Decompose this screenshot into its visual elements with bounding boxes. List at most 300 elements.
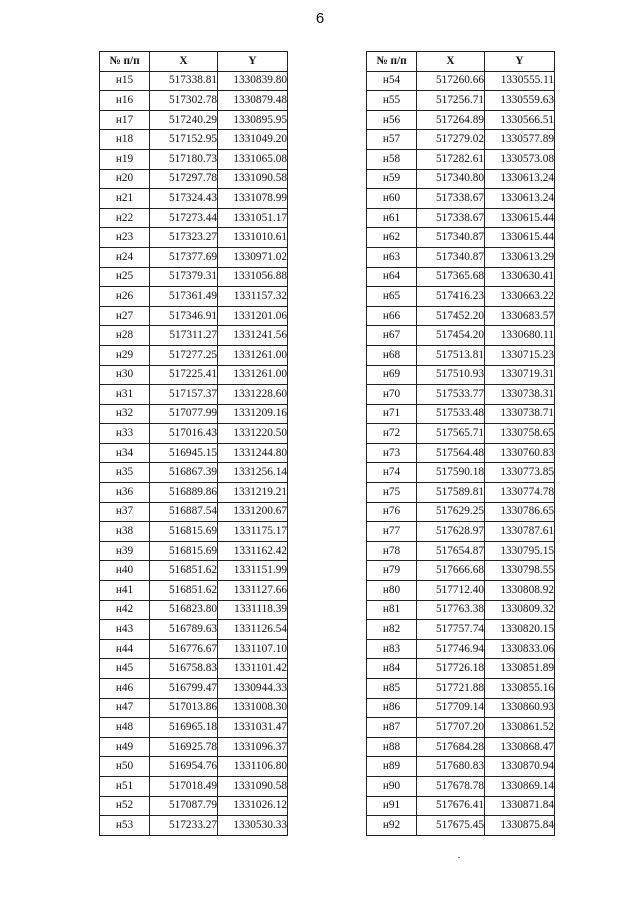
y-coordinate-cell: 1330683.57 bbox=[485, 306, 555, 326]
x-coordinate-cell: 517338.67 bbox=[417, 208, 485, 228]
table-row bbox=[100, 228, 288, 248]
y-coordinate-cell: 1330573.08 bbox=[485, 149, 555, 169]
y-coordinate-cell: 1330577.89 bbox=[485, 130, 555, 150]
table-row bbox=[367, 443, 555, 463]
point-number-cell: н32 bbox=[100, 404, 150, 424]
y-coordinate-cell: 1330839.80 bbox=[218, 71, 288, 91]
point-number-cell: н89 bbox=[367, 757, 417, 777]
point-number-cell: н23 bbox=[100, 228, 150, 248]
y-coordinate-cell: 1331118.39 bbox=[218, 600, 288, 620]
y-coordinate-cell: 1330879.48 bbox=[218, 91, 288, 111]
y-coordinate-cell: 1331049.20 bbox=[218, 130, 288, 150]
table-row bbox=[367, 816, 555, 836]
point-number-cell: н61 bbox=[367, 208, 417, 228]
x-coordinate-cell: 517564.48 bbox=[417, 443, 485, 463]
table-row bbox=[367, 561, 555, 581]
y-coordinate-cell: 1330738.31 bbox=[485, 385, 555, 405]
table-row bbox=[100, 502, 288, 522]
y-coordinate-cell: 1331201.06 bbox=[218, 306, 288, 326]
x-coordinate-cell: 516789.63 bbox=[150, 620, 218, 640]
point-number-cell: н72 bbox=[367, 424, 417, 444]
table-body bbox=[100, 71, 288, 835]
table-row bbox=[100, 365, 288, 385]
point-number-cell: н34 bbox=[100, 443, 150, 463]
y-coordinate-cell: 1330787.61 bbox=[485, 522, 555, 542]
table-row bbox=[367, 776, 555, 796]
point-number-cell: н36 bbox=[100, 483, 150, 503]
x-coordinate-cell: 517302.78 bbox=[150, 91, 218, 111]
x-coordinate-cell: 516945.15 bbox=[150, 443, 218, 463]
x-coordinate-cell: 517746.94 bbox=[417, 639, 485, 659]
y-coordinate-cell: 1331090.58 bbox=[218, 169, 288, 189]
x-coordinate-cell: 517676.41 bbox=[417, 796, 485, 816]
x-coordinate-cell: 517323.27 bbox=[150, 228, 218, 248]
y-coordinate-cell: 1331200.67 bbox=[218, 502, 288, 522]
x-coordinate-cell: 517180.73 bbox=[150, 149, 218, 169]
scan-dot bbox=[458, 857, 460, 858]
point-number-cell: н76 bbox=[367, 502, 417, 522]
table-row bbox=[100, 110, 288, 130]
table-row bbox=[367, 91, 555, 111]
x-coordinate-cell: 517273.44 bbox=[150, 208, 218, 228]
table-row bbox=[100, 404, 288, 424]
point-number-cell: н80 bbox=[367, 581, 417, 601]
y-coordinate-cell: 1330613.24 bbox=[485, 189, 555, 209]
x-coordinate-cell: 517678.78 bbox=[417, 776, 485, 796]
point-number-cell: н51 bbox=[100, 776, 150, 796]
point-number-cell: н28 bbox=[100, 326, 150, 346]
y-coordinate-cell: 1330860.93 bbox=[485, 698, 555, 718]
x-coordinate-cell: 517240.29 bbox=[150, 110, 218, 130]
point-number-cell: н38 bbox=[100, 522, 150, 542]
y-coordinate-cell: 1330738.71 bbox=[485, 404, 555, 424]
point-number-cell: н85 bbox=[367, 679, 417, 699]
table-row bbox=[367, 541, 555, 561]
point-number-cell: н20 bbox=[100, 169, 150, 189]
y-coordinate-cell: 1330615.44 bbox=[485, 228, 555, 248]
table-row bbox=[367, 483, 555, 503]
point-number-cell: н81 bbox=[367, 600, 417, 620]
point-number-cell: н83 bbox=[367, 639, 417, 659]
point-number-cell: н73 bbox=[367, 443, 417, 463]
point-number-cell: н50 bbox=[100, 757, 150, 777]
point-number-cell: н88 bbox=[367, 737, 417, 757]
y-coordinate-cell: 1331106.80 bbox=[218, 757, 288, 777]
point-number-cell: н43 bbox=[100, 620, 150, 640]
table-row bbox=[367, 404, 555, 424]
point-number-cell: н18 bbox=[100, 130, 150, 150]
x-coordinate-cell: 517157.37 bbox=[150, 385, 218, 405]
x-coordinate-cell: 516887.54 bbox=[150, 502, 218, 522]
point-number-cell: н82 bbox=[367, 620, 417, 640]
x-coordinate-cell: 516815.69 bbox=[150, 541, 218, 561]
x-coordinate-cell: 517282.61 bbox=[417, 149, 485, 169]
x-coordinate-cell: 517589.81 bbox=[417, 483, 485, 503]
table-row bbox=[100, 737, 288, 757]
table-row bbox=[100, 483, 288, 503]
y-coordinate-cell: 1330808.92 bbox=[485, 581, 555, 601]
table-row bbox=[100, 345, 288, 365]
point-number-cell: н68 bbox=[367, 345, 417, 365]
y-coordinate-cell: 1331261.00 bbox=[218, 345, 288, 365]
y-coordinate-cell: 1331241.56 bbox=[218, 326, 288, 346]
y-coordinate-cell: 1331151.99 bbox=[218, 561, 288, 581]
point-number-cell: н26 bbox=[100, 287, 150, 307]
table-row bbox=[100, 718, 288, 738]
point-number-cell: н47 bbox=[100, 698, 150, 718]
table-row bbox=[367, 365, 555, 385]
table-body bbox=[367, 71, 555, 835]
point-number-cell: н45 bbox=[100, 659, 150, 679]
table-row bbox=[100, 247, 288, 267]
table-row bbox=[100, 581, 288, 601]
table-row bbox=[100, 522, 288, 542]
x-coordinate-cell: 517452.20 bbox=[417, 306, 485, 326]
y-coordinate-cell: 1331244.80 bbox=[218, 443, 288, 463]
table-row bbox=[100, 463, 288, 483]
y-coordinate-cell: 1330715.23 bbox=[485, 345, 555, 365]
table-row bbox=[100, 698, 288, 718]
x-coordinate-cell: 517629.25 bbox=[417, 502, 485, 522]
y-coordinate-cell: 1331051.17 bbox=[218, 208, 288, 228]
point-number-cell: н41 bbox=[100, 581, 150, 601]
y-coordinate-cell: 1330820.15 bbox=[485, 620, 555, 640]
x-coordinate-cell: 516867.39 bbox=[150, 463, 218, 483]
x-coordinate-cell: 517264.89 bbox=[417, 110, 485, 130]
table-row bbox=[100, 306, 288, 326]
point-number-cell: н92 bbox=[367, 816, 417, 836]
x-coordinate-cell: 517297.78 bbox=[150, 169, 218, 189]
y-coordinate-cell: 1330868.47 bbox=[485, 737, 555, 757]
table-row bbox=[367, 287, 555, 307]
point-number-cell: н49 bbox=[100, 737, 150, 757]
x-coordinate-cell: 517311.27 bbox=[150, 326, 218, 346]
x-coordinate-cell: 517013.86 bbox=[150, 698, 218, 718]
table-row bbox=[100, 816, 288, 836]
table-row bbox=[367, 110, 555, 130]
point-number-cell: н55 bbox=[367, 91, 417, 111]
table-row bbox=[367, 796, 555, 816]
point-number-cell: н29 bbox=[100, 345, 150, 365]
y-coordinate-cell: 1330875.84 bbox=[485, 816, 555, 836]
x-coordinate-cell: 517675.45 bbox=[417, 816, 485, 836]
y-coordinate-cell: 1331209.16 bbox=[218, 404, 288, 424]
y-coordinate-cell: 1330871.84 bbox=[485, 796, 555, 816]
table-row bbox=[367, 326, 555, 346]
table-row bbox=[367, 385, 555, 405]
x-coordinate-cell: 516776.67 bbox=[150, 639, 218, 659]
column-header-y: Y bbox=[218, 52, 288, 72]
table-row bbox=[367, 600, 555, 620]
table-row bbox=[100, 169, 288, 189]
point-number-cell: н86 bbox=[367, 698, 417, 718]
x-coordinate-cell: 516815.69 bbox=[150, 522, 218, 542]
y-coordinate-cell: 1331031.47 bbox=[218, 718, 288, 738]
table-row bbox=[100, 326, 288, 346]
x-coordinate-cell: 517763.38 bbox=[417, 600, 485, 620]
point-number-cell: н65 bbox=[367, 287, 417, 307]
table-header-row bbox=[367, 52, 555, 72]
coordinates-table-right bbox=[366, 51, 555, 836]
point-number-cell: н46 bbox=[100, 679, 150, 699]
x-coordinate-cell: 517721.88 bbox=[417, 679, 485, 699]
x-coordinate-cell: 516823.80 bbox=[150, 600, 218, 620]
table-row bbox=[367, 71, 555, 91]
point-number-cell: н58 bbox=[367, 149, 417, 169]
table-row bbox=[367, 149, 555, 169]
point-number-cell: н15 bbox=[100, 71, 150, 91]
point-number-cell: н66 bbox=[367, 306, 417, 326]
y-coordinate-cell: 1330798.55 bbox=[485, 561, 555, 581]
y-coordinate-cell: 1330566.51 bbox=[485, 110, 555, 130]
coordinates-table-left bbox=[99, 51, 288, 836]
column-header-x: X bbox=[417, 52, 485, 72]
y-coordinate-cell: 1330809.32 bbox=[485, 600, 555, 620]
x-coordinate-cell: 517225.41 bbox=[150, 365, 218, 385]
x-coordinate-cell: 517338.81 bbox=[150, 71, 218, 91]
point-number-cell: н90 bbox=[367, 776, 417, 796]
y-coordinate-cell: 1330851.89 bbox=[485, 659, 555, 679]
y-coordinate-cell: 1331228.60 bbox=[218, 385, 288, 405]
x-coordinate-cell: 516758.83 bbox=[150, 659, 218, 679]
x-coordinate-cell: 517260.66 bbox=[417, 71, 485, 91]
table-row bbox=[100, 561, 288, 581]
table-row bbox=[100, 424, 288, 444]
table-row bbox=[100, 267, 288, 287]
table-row bbox=[100, 659, 288, 679]
table-row bbox=[367, 698, 555, 718]
column-header-number: № п/п bbox=[100, 52, 150, 72]
point-number-cell: н30 bbox=[100, 365, 150, 385]
point-number-cell: н77 bbox=[367, 522, 417, 542]
table-row bbox=[367, 581, 555, 601]
x-coordinate-cell: 517666.68 bbox=[417, 561, 485, 581]
table-row bbox=[367, 463, 555, 483]
x-coordinate-cell: 517709.14 bbox=[417, 698, 485, 718]
y-coordinate-cell: 1330630.41 bbox=[485, 267, 555, 287]
table-row bbox=[367, 737, 555, 757]
point-number-cell: н31 bbox=[100, 385, 150, 405]
point-number-cell: н22 bbox=[100, 208, 150, 228]
y-coordinate-cell: 1330555.11 bbox=[485, 71, 555, 91]
x-coordinate-cell: 517684.28 bbox=[417, 737, 485, 757]
y-coordinate-cell: 1330559.63 bbox=[485, 91, 555, 111]
x-coordinate-cell: 517152.95 bbox=[150, 130, 218, 150]
point-number-cell: н17 bbox=[100, 110, 150, 130]
point-number-cell: н39 bbox=[100, 541, 150, 561]
table-row bbox=[367, 208, 555, 228]
point-number-cell: н27 bbox=[100, 306, 150, 326]
table-row bbox=[367, 424, 555, 444]
x-coordinate-cell: 517377.69 bbox=[150, 247, 218, 267]
point-number-cell: н57 bbox=[367, 130, 417, 150]
table-row bbox=[367, 345, 555, 365]
x-coordinate-cell: 516851.62 bbox=[150, 561, 218, 581]
y-coordinate-cell: 1331090.58 bbox=[218, 776, 288, 796]
column-header-y: Y bbox=[485, 52, 555, 72]
y-coordinate-cell: 1330530.33 bbox=[218, 816, 288, 836]
y-coordinate-cell: 1330786.65 bbox=[485, 502, 555, 522]
point-number-cell: н69 bbox=[367, 365, 417, 385]
point-number-cell: н67 bbox=[367, 326, 417, 346]
x-coordinate-cell: 517346.91 bbox=[150, 306, 218, 326]
y-coordinate-cell: 1331107.10 bbox=[218, 639, 288, 659]
x-coordinate-cell: 517379.31 bbox=[150, 267, 218, 287]
column-header-x: X bbox=[150, 52, 218, 72]
y-coordinate-cell: 1331026.12 bbox=[218, 796, 288, 816]
point-number-cell: н53 bbox=[100, 816, 150, 836]
page-number: 6 bbox=[315, 10, 325, 27]
point-number-cell: н71 bbox=[367, 404, 417, 424]
x-coordinate-cell: 517416.23 bbox=[417, 287, 485, 307]
x-coordinate-cell: 517340.87 bbox=[417, 228, 485, 248]
x-coordinate-cell: 517340.87 bbox=[417, 247, 485, 267]
x-coordinate-cell: 517365.68 bbox=[417, 267, 485, 287]
table-row bbox=[367, 659, 555, 679]
x-coordinate-cell: 516925.78 bbox=[150, 737, 218, 757]
x-coordinate-cell: 516889.86 bbox=[150, 483, 218, 503]
y-coordinate-cell: 1331101.42 bbox=[218, 659, 288, 679]
y-coordinate-cell: 1330855.16 bbox=[485, 679, 555, 699]
x-coordinate-cell: 517712.40 bbox=[417, 581, 485, 601]
y-coordinate-cell: 1330613.24 bbox=[485, 169, 555, 189]
x-coordinate-cell: 517565.71 bbox=[417, 424, 485, 444]
y-coordinate-cell: 1330895.95 bbox=[218, 110, 288, 130]
x-coordinate-cell: 517016.43 bbox=[150, 424, 218, 444]
table-row bbox=[367, 639, 555, 659]
x-coordinate-cell: 517757.74 bbox=[417, 620, 485, 640]
table-row bbox=[100, 189, 288, 209]
table-header-row bbox=[100, 52, 288, 72]
x-coordinate-cell: 517707.20 bbox=[417, 718, 485, 738]
table-row bbox=[100, 208, 288, 228]
point-number-cell: н59 bbox=[367, 169, 417, 189]
x-coordinate-cell: 517233.27 bbox=[150, 816, 218, 836]
x-coordinate-cell: 517654.87 bbox=[417, 541, 485, 561]
x-coordinate-cell: 517277.25 bbox=[150, 345, 218, 365]
point-number-cell: н24 bbox=[100, 247, 150, 267]
x-coordinate-cell: 517513.81 bbox=[417, 345, 485, 365]
y-coordinate-cell: 1330758.65 bbox=[485, 424, 555, 444]
point-number-cell: н44 bbox=[100, 639, 150, 659]
table-row bbox=[367, 306, 555, 326]
table-row bbox=[367, 189, 555, 209]
table-row bbox=[100, 776, 288, 796]
x-coordinate-cell: 516851.62 bbox=[150, 581, 218, 601]
y-coordinate-cell: 1331256.14 bbox=[218, 463, 288, 483]
y-coordinate-cell: 1331065.08 bbox=[218, 149, 288, 169]
point-number-cell: н40 bbox=[100, 561, 150, 581]
point-number-cell: н63 bbox=[367, 247, 417, 267]
table-row bbox=[367, 718, 555, 738]
point-number-cell: н62 bbox=[367, 228, 417, 248]
point-number-cell: н54 bbox=[367, 71, 417, 91]
point-number-cell: н91 bbox=[367, 796, 417, 816]
x-coordinate-cell: 517454.20 bbox=[417, 326, 485, 346]
table-row bbox=[100, 130, 288, 150]
y-coordinate-cell: 1331010.61 bbox=[218, 228, 288, 248]
x-coordinate-cell: 517628.97 bbox=[417, 522, 485, 542]
table-row bbox=[367, 522, 555, 542]
table-row bbox=[100, 385, 288, 405]
y-coordinate-cell: 1330773.85 bbox=[485, 463, 555, 483]
table-row bbox=[100, 600, 288, 620]
point-number-cell: н56 bbox=[367, 110, 417, 130]
point-number-cell: н52 bbox=[100, 796, 150, 816]
y-coordinate-cell: 1331078.99 bbox=[218, 189, 288, 209]
y-coordinate-cell: 1331157.32 bbox=[218, 287, 288, 307]
y-coordinate-cell: 1330869.14 bbox=[485, 776, 555, 796]
y-coordinate-cell: 1330615.44 bbox=[485, 208, 555, 228]
y-coordinate-cell: 1330719.31 bbox=[485, 365, 555, 385]
point-number-cell: н75 bbox=[367, 483, 417, 503]
table-row bbox=[100, 91, 288, 111]
y-coordinate-cell: 1330680.11 bbox=[485, 326, 555, 346]
point-number-cell: н33 bbox=[100, 424, 150, 444]
y-coordinate-cell: 1330663.22 bbox=[485, 287, 555, 307]
point-number-cell: н35 bbox=[100, 463, 150, 483]
table-row bbox=[367, 228, 555, 248]
point-number-cell: н42 bbox=[100, 600, 150, 620]
point-number-cell: н79 bbox=[367, 561, 417, 581]
table-row bbox=[367, 502, 555, 522]
x-coordinate-cell: 517338.67 bbox=[417, 189, 485, 209]
y-coordinate-cell: 1330795.15 bbox=[485, 541, 555, 561]
y-coordinate-cell: 1331056.88 bbox=[218, 267, 288, 287]
x-coordinate-cell: 517590.18 bbox=[417, 463, 485, 483]
x-coordinate-cell: 517533.48 bbox=[417, 404, 485, 424]
y-coordinate-cell: 1330861.52 bbox=[485, 718, 555, 738]
table-row bbox=[100, 71, 288, 91]
point-number-cell: н78 bbox=[367, 541, 417, 561]
point-number-cell: н19 bbox=[100, 149, 150, 169]
y-coordinate-cell: 1331261.00 bbox=[218, 365, 288, 385]
y-coordinate-cell: 1331008.30 bbox=[218, 698, 288, 718]
point-number-cell: н87 bbox=[367, 718, 417, 738]
y-coordinate-cell: 1331220.50 bbox=[218, 424, 288, 444]
y-coordinate-cell: 1330971.02 bbox=[218, 247, 288, 267]
table-row bbox=[100, 287, 288, 307]
point-number-cell: н74 bbox=[367, 463, 417, 483]
y-coordinate-cell: 1331219.21 bbox=[218, 483, 288, 503]
x-coordinate-cell: 517361.49 bbox=[150, 287, 218, 307]
table-row bbox=[100, 679, 288, 699]
table-row bbox=[100, 443, 288, 463]
x-coordinate-cell: 517077.99 bbox=[150, 404, 218, 424]
table-row bbox=[100, 620, 288, 640]
point-number-cell: н16 bbox=[100, 91, 150, 111]
x-coordinate-cell: 517340.80 bbox=[417, 169, 485, 189]
point-number-cell: н21 bbox=[100, 189, 150, 209]
x-coordinate-cell: 516954.76 bbox=[150, 757, 218, 777]
x-coordinate-cell: 517279.02 bbox=[417, 130, 485, 150]
y-coordinate-cell: 1331162.42 bbox=[218, 541, 288, 561]
table-row bbox=[100, 796, 288, 816]
x-coordinate-cell: 517680.83 bbox=[417, 757, 485, 777]
table-row bbox=[100, 149, 288, 169]
point-number-cell: н70 bbox=[367, 385, 417, 405]
y-coordinate-cell: 1330870.94 bbox=[485, 757, 555, 777]
table-row bbox=[367, 247, 555, 267]
point-number-cell: н60 bbox=[367, 189, 417, 209]
table-row bbox=[367, 620, 555, 640]
y-coordinate-cell: 1331126.54 bbox=[218, 620, 288, 640]
y-coordinate-cell: 1330613.29 bbox=[485, 247, 555, 267]
x-coordinate-cell: 517256.71 bbox=[417, 91, 485, 111]
y-coordinate-cell: 1331175.17 bbox=[218, 522, 288, 542]
x-coordinate-cell: 517510.93 bbox=[417, 365, 485, 385]
table-row bbox=[100, 639, 288, 659]
